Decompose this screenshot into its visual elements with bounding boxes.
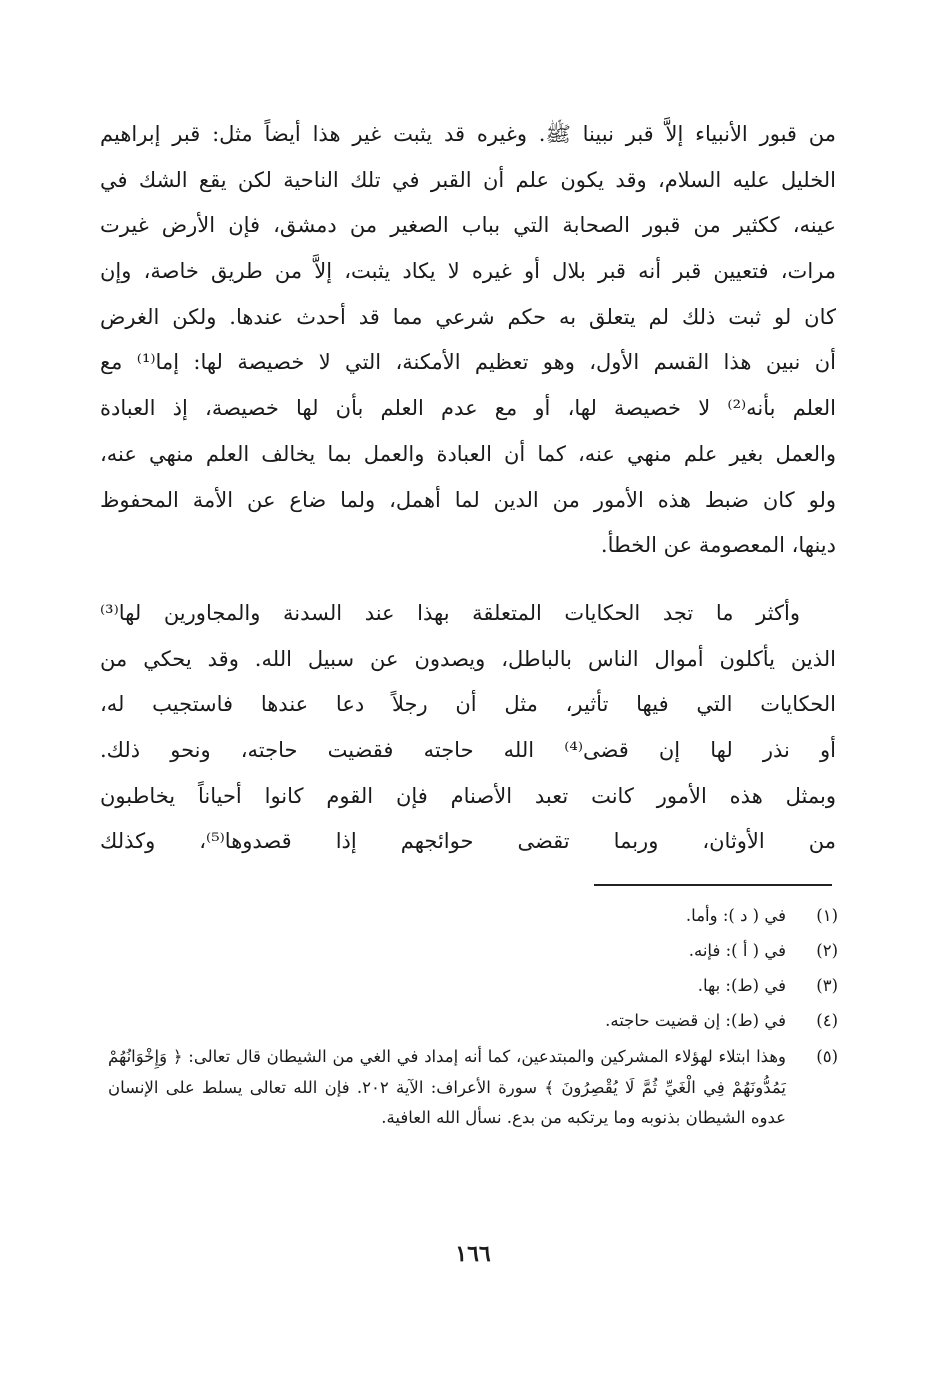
footnote-number: (٣) [816,976,838,995]
footnote-item [108,933,838,968]
text-line: أن نبين هذا القسم الأول، وهو تعظيم الأمكنة، التي لا خصيصة لها: إما⁽¹⁾ مع [100,350,836,375]
text-line: الذين يأكلون أموال الناس بالباطل، ويصدون عن سبيل الله. وقد يحكي من [100,646,836,671]
text-line: دينها، المعصومة عن الخطأ. [600,533,836,558]
text-line: الحكايات التي فيها تأثير، مثل أن رجلاً دعا عندها فاستجيب له، [100,692,836,717]
footnote-number: (٢) [816,941,838,960]
paragraph-gap [100,569,836,591]
footnote-item [108,968,838,1003]
footnote-item [108,1042,838,1134]
text-line: من الأوثان، وربما تقضى حوائجهم إذا قصدوها⁽⁵⁾، وكذلك [100,829,836,854]
footnote-text: في (ط): إن قضيت حاجته. [605,1011,786,1030]
footnote-item [108,1003,838,1038]
text-line: ولو كان ضبط هذه الأمور من الدين لما أهمل، ولما ضاع عن الأمة المحفوظ [100,487,836,512]
footnote-item [108,898,838,933]
text-line: مرات، فتعيين قبر أنه قبر بلال أو غيره لا يكاد يثبت، إلاَّ من طريق خاصة، وإن [100,259,836,284]
footnotes-section [108,898,838,1134]
text-line: وأكثر ما تجد الحكايات المتعلقة بهذا عند السدنة والمجاورين لها⁽³⁾ [100,600,800,625]
page-number: ١٦٦ [455,1241,491,1267]
text-line: أو نذر لها إن قضى⁽⁴⁾ الله حاجته فقضيت حاجته، ونحو ذلك. [100,737,836,762]
footnote-text: وهذا ابتلاء لهؤلاء المشركين والمبتدعين، كما أنه إمداد في الغي من الشيطان قال تعالى: ﴿ وَإِخْوَانُهُمْ يَمُدُّونَهُمْ فِي الْغَيِّ ثُمَّ لَا يُقْصِرُونَ ﴾ سورة الأعراف: الآية ٢٠٢. فإن الله تعالى يسلط على الإنسان عدوه الشيطان بذنوبه وما يرتكبه من بدع. نسأل الله العافية. [108,1047,786,1127]
text-line: كان لو ثبت ذلك لم يتعلق به حكم شرعي مما قد أحدث عندها. ولكن الغرض [100,304,836,329]
main-body-text [100,112,836,865]
text-line: وبمثل هذه الأمور كانت تعبد الأصنام فإن القوم كانوا أحياناً يخاطبون [100,783,836,808]
footnote-text: في ( د ): وأما. [685,906,786,925]
text-line: عينه، ككثير من قبور الصحابة التي بباب الصغير من دمشق، فإن الأرض غيرت [100,213,836,238]
footnote-number: (٥) [816,1047,838,1066]
text-line: والعمل بغير علم منهي عنه، كما أن العبادة والعمل بما يخالف العلم منهي عنه، [100,441,836,466]
footnote-number: (٤) [816,1011,838,1030]
footnote-text: في ( أ ): فإنه. [688,941,786,960]
footnote-text: في (ط): بها. [697,976,786,995]
footnote-number: (١) [816,906,838,925]
text-line: الخليل عليه السلام، وقد يكون علم أن القبر في تلك الناحية لكن يقع الشك في [100,167,836,192]
text-line: من قبور الأنبياء إلاَّ قبر نبينا ﷺ. وغيره قد يثبت غير هذا أيضاً مثل: قبر إبراهيم [100,122,836,146]
text-line: العلم بأنه⁽²⁾ لا خصيصة لها، أو مع عدم العلم بأن لها خصيصة، إذ العبادة [100,396,836,421]
footnote-separator [594,884,832,886]
